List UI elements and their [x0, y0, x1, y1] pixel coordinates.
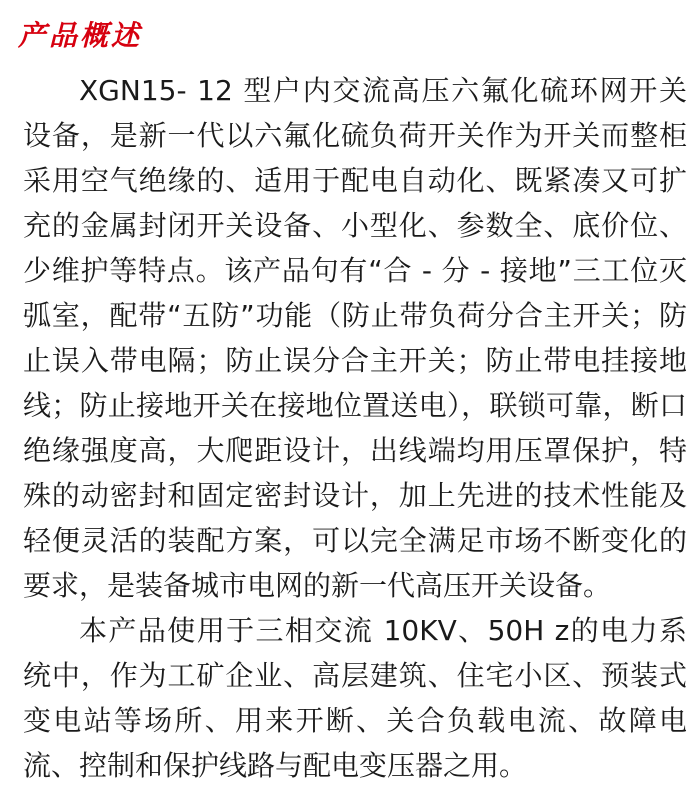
body-text — [23, 68, 687, 788]
paragraph-application: 本产品使用于三相交流 10KV、50H z的电力系统中，作为工矿企业、高层建筑、住宅小区、预装式变电站等场所、用来开断、关合负载电流、故障电流、控制和保护线路与配电变压器之用。 — [23, 614, 687, 782]
paragraph-overview: XGN15- 12 型户内交流高压六氟化硫环网开关设备，是新一代以六氟化硫负荷开关作为开关而整柜采用空气绝缘的、适用于配电自动化、既紧凑又可扩充的金属封闭开关设备、小型化、参数全、底价位、少维护等特点。该产品句有“合 - 分 - 接地”三工位灭弧室，配带“五防”功能（防止带负荷分合主开关；防止误入带电隔；防止误分合主开关；防止带电挂接地线；防止接地开关在接地位置送电），联锁可靠，断口绝缘强度高，大爬距设计，出线端均用压罩保护，特殊的动密封和固定密封设计，加上先进的技术性能及轻便灵活的装配方案，可以完全满足市场不断变化的要求，是装备城市电网的新一代高压开关设备。 — [23, 74, 687, 602]
section-heading: 产品概述 — [18, 19, 143, 52]
